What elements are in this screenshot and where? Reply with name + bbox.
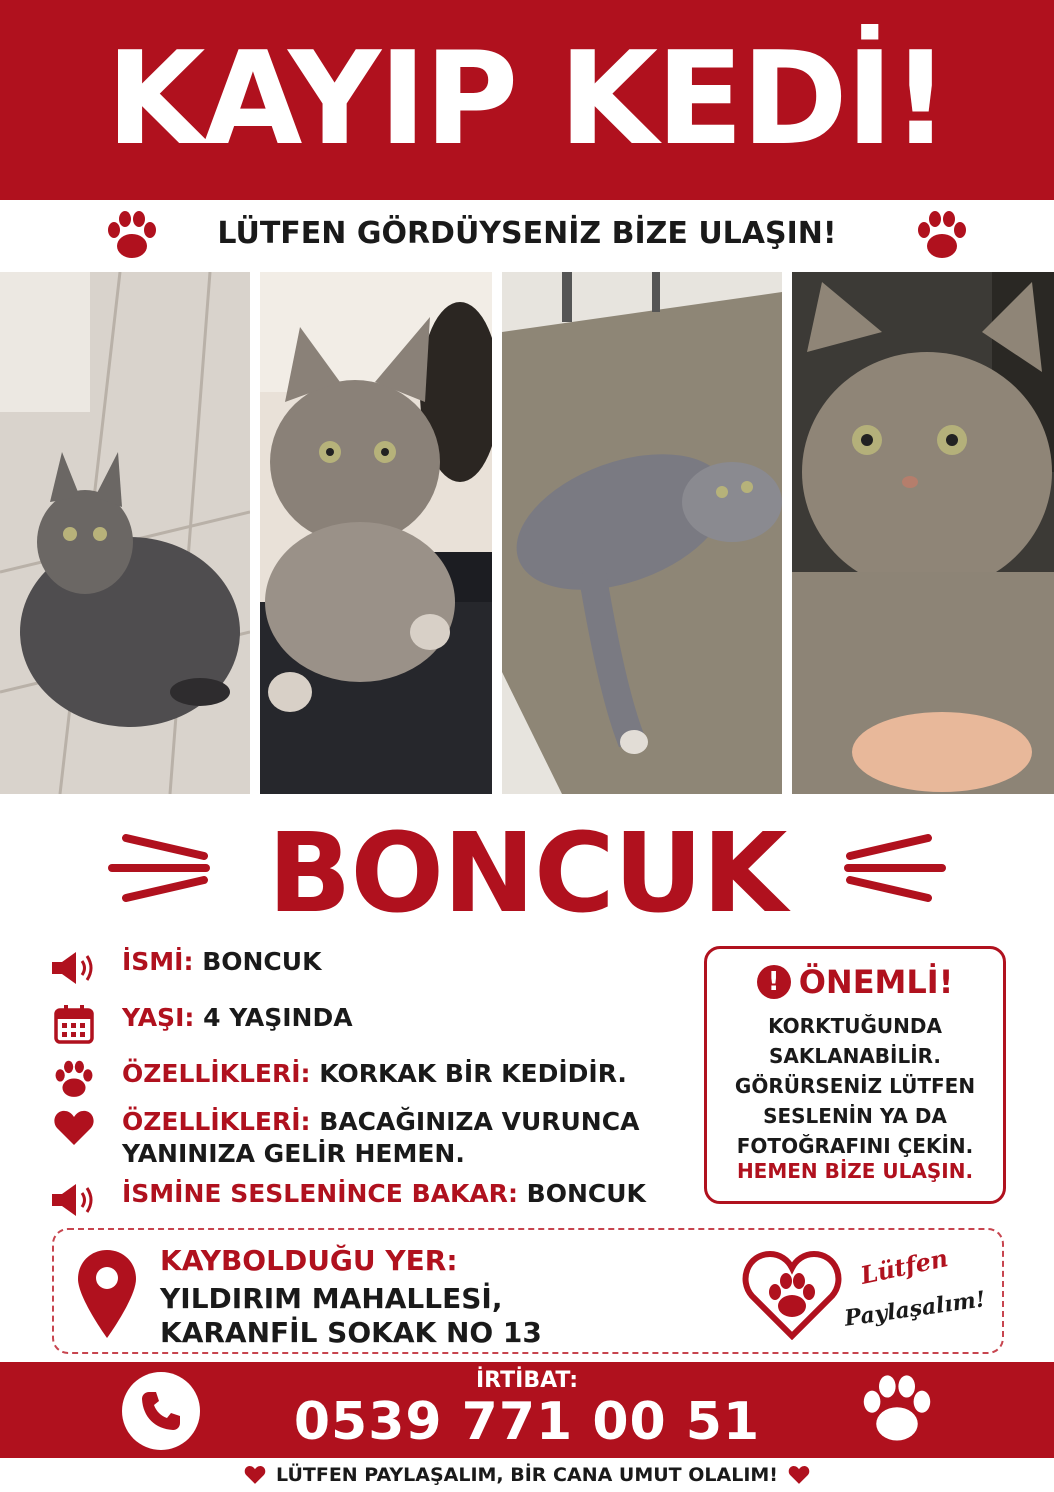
heart-icon — [244, 1465, 266, 1489]
share-text: Paylaşalım! — [842, 1286, 988, 1332]
info-row-trait-2 — [48, 1106, 688, 1170]
info-row-age — [48, 1002, 688, 1046]
share-badge — [742, 1244, 1002, 1344]
cat-photo — [502, 272, 782, 794]
share-text: Lütfen — [857, 1243, 951, 1290]
footer-text: LÜTFEN PAYLAŞALIM, BİR CANA UMUT OLALIM! — [276, 1464, 778, 1486]
contact-banner — [0, 1362, 1054, 1458]
info-value: BONCUK — [526, 1179, 646, 1208]
info-label: YAŞI: — [122, 1003, 195, 1032]
location-label: KAYBOLDUĞU YER: — [160, 1244, 458, 1277]
contact-label: İRTİBAT: — [475, 1368, 579, 1393]
info-label: İSMİ: — [122, 947, 194, 976]
page-title: KAYIP KEDİ! — [106, 25, 948, 174]
info-value: BONCUK — [202, 947, 322, 976]
important-emphasis: HEMEN BİZE ULAŞIN. — [736, 1159, 974, 1183]
important-line: FOTOĞRAFINI ÇEKİN. — [736, 1134, 974, 1158]
exclamation-icon: ! — [757, 965, 791, 999]
info-label: İSMİNE SESLENİNCE BAKAR: — [122, 1179, 518, 1208]
info-label: ÖZELLİKLERİ: — [122, 1059, 311, 1088]
subheader — [0, 200, 1054, 272]
subheader-text: LÜTFEN GÖRDÜYSENİZ BİZE ULAŞIN! — [217, 216, 837, 251]
paw-icon — [914, 210, 970, 262]
info-row-responds — [48, 1178, 688, 1222]
important-line: SESLENİN YA DA — [763, 1104, 947, 1128]
info-label: ÖZELLİKLERİ: — [122, 1107, 311, 1136]
phone-number: 0539 771 00 51 — [293, 1392, 761, 1452]
location-line: KARANFİL SOKAK NO 13 — [160, 1316, 542, 1349]
info-value: KORKAK BİR KEDİDİR. — [319, 1059, 627, 1088]
location-box — [52, 1228, 1004, 1354]
paw-icon — [48, 1058, 100, 1102]
important-body — [707, 1011, 1003, 1161]
important-title — [707, 963, 1003, 1001]
heart-icon — [48, 1106, 100, 1150]
header-banner — [0, 0, 1054, 200]
info-value: 4 YAŞINDA — [203, 1003, 353, 1032]
important-line: GÖRÜRSENİZ LÜTFEN — [734, 1074, 976, 1098]
cat-photo — [792, 272, 1054, 794]
location-pin-icon — [76, 1248, 138, 1344]
cat-name: BONCUK — [267, 809, 787, 937]
photo-strip — [0, 272, 1054, 794]
paw-icon — [858, 1374, 936, 1450]
info-value-continued: YANINIZA GELİR HEMEN. — [122, 1139, 465, 1168]
info-value: BACAĞINIZA VURUNCA — [319, 1107, 640, 1136]
important-box — [704, 946, 1006, 1204]
megaphone-icon — [48, 946, 100, 990]
important-line: SAKLANABİLİR. — [768, 1044, 942, 1068]
megaphone-icon — [48, 1178, 100, 1222]
heart-paw-icon — [742, 1248, 842, 1344]
important-title-text: ÖNEMLİ! — [798, 963, 954, 1001]
burst-lines-icon — [840, 830, 950, 910]
heart-icon — [788, 1465, 810, 1489]
cat-name-row — [0, 808, 1054, 938]
cat-photo — [260, 272, 492, 794]
info-row-trait — [48, 1058, 688, 1102]
location-line: YILDIRIM MAHALLESİ, — [160, 1282, 503, 1315]
important-line: KORKTUĞUNDA — [768, 1014, 942, 1038]
calendar-icon — [48, 1002, 100, 1046]
cat-photo — [0, 272, 250, 794]
footer — [0, 1458, 1054, 1492]
info-row-name — [48, 946, 688, 990]
